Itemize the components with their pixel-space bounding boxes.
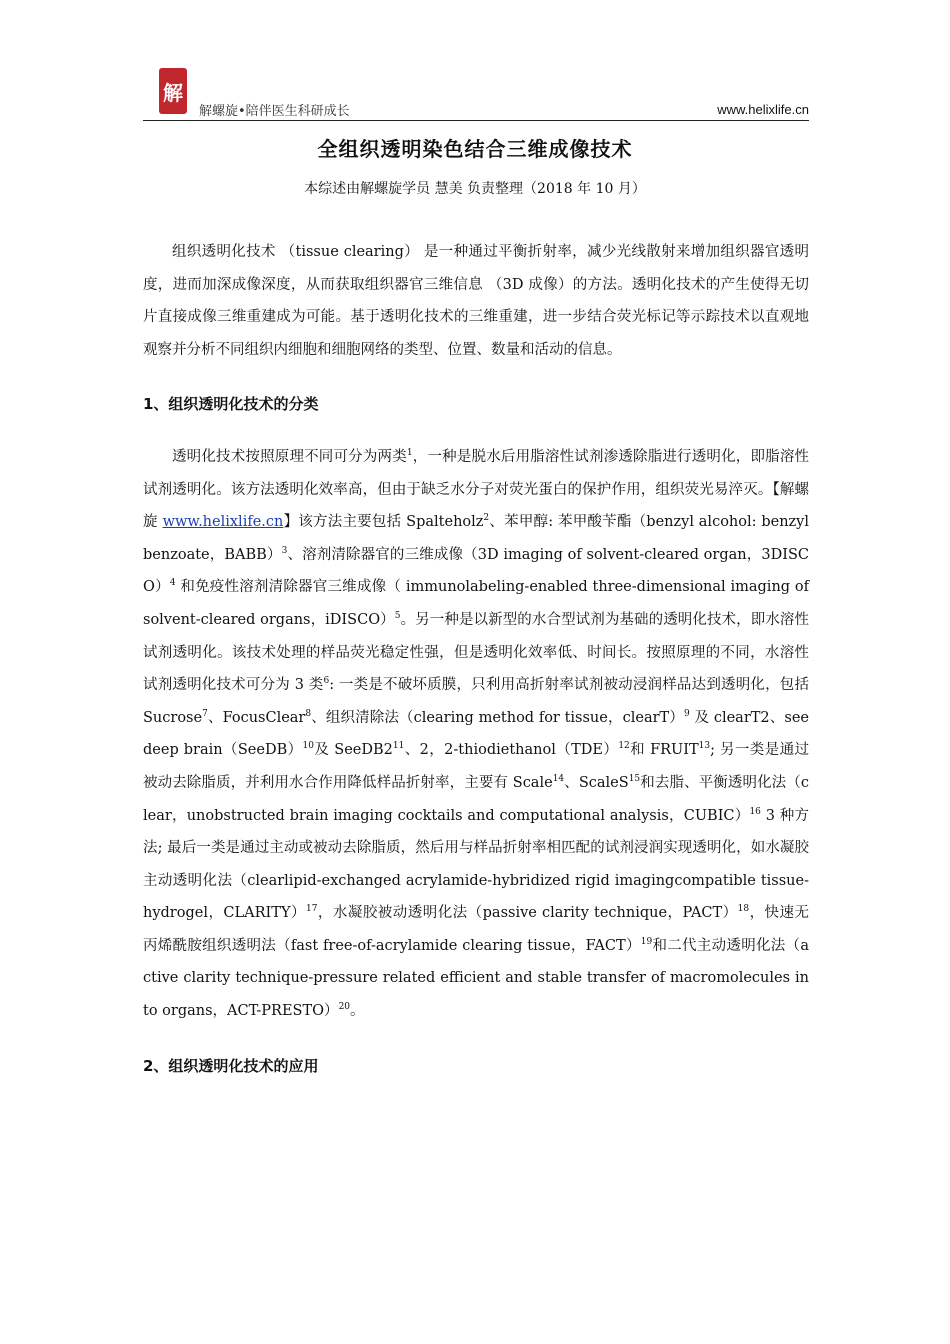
document-body — [143, 236, 809, 1082]
section-2-heading: 2、组织透明化技术的应用 — [143, 1056, 319, 1075]
brand-slogan: 解螺旋•陪伴医生科研成长 — [199, 104, 350, 119]
intro-paragraph: 组织透明化技术 （tissue clearing） 是一种通过平衡折射率，减少光线散射来增加组织器官透明度，进而加深成像深度，从而获取组织器官三维信息 （3D 成像）的方法。透明化技术的产生使得无切片直接成像三维重建成为可能。基于透明化技术的三维重建，进一步结合荧光标记等示踪技术以直观地观察并分析不同组织内细胞和细胞网络的类型、位置、数量和活动的信息。 — [143, 244, 809, 358]
document-title: 全组织透明染色结合三维成像技术 — [317, 137, 633, 161]
section-1-paragraph: 透明化技术按照原理不同可分为两类$^1$，一种是脱水后用脂溶性试剂渗透除脂进行透明化，即脂溶性试剂透明化。该方法透明化效率高，但由于缺乏水分子对荧光蛋白的保护作用，组织荧光易淬灭。【解螺旋 www.helixlife.cn】该方法主要包括 Spalteholz$^2$、苯甲醇: 苯甲酸苄酯（benzyl alcohol: benzyl benzoate，BABB）$^3$、溶剂清除器官的三维成像（3D imaging of solvent-cleared organ，3DISCO）$^4$ 和免疫性溶剂清除器官三维成像（ immunolabeling-enabled three-dimensional imaging of solvent-cleared organs，iDISCO）$^5$。另一种是以新型的水合型试剂为基础的透明化技术，即水溶性试剂透明化。该技术处理的样品荧光稳定性强，但是透明化效率低、时间长。按照原理的不同，水溶性试剂透明化技术可分为 3 类$^6$: 一类是不破坏质膜，只利用高折射率试剂被动浸润样品达到透明化，包括 Sucrose$^7$、FocusClear$^8$、组织清除法（clearing method for tissue，clearT）$^9$ 及 clearT2、see deep brain（SeeDB）$^{10}$及 $SeeDB2^{11}$、2，2-thiodiethanol（TDE）$^{12}$和 FRUIT$^{13}$; 另一类是通过被动去除脂质，并利用水合作用降低样品折射率，主要有 Scale$^{14}$、ScaleS$^{15}$和去脂、平衡透明化法（clear，unobstructed brain imaging cocktails and computational analysis，CUBIC）$^{16}$ 3 种方法; 最后一类是通过主动或被动去除脂质，然后用与样品折射率相匹配的试剂浸润实现透明化，如水凝胶主动透明化法（clearlipid-exchanged acrylamide-hybridized rigid imagingcompatible tissue-hydrogel，CLARITY）$^{17}$，水凝胶被动透明化法（passive clarity technique，PACT）$^{18}$，快速无丙烯酰胺组织透明法（fast free-of-acrylamide clearing tissue，FACT）$^{19}$和二代主动透明化法（active clarity technique-pressure related efficient and stable transfer of macromolecules into organs，ACT-PRESTO）$^{20}$。 — [143, 448, 810, 1020]
document-subtitle: 本综述由解螺旋学员 慧美 负责整理（2018 年 10 月） — [304, 181, 646, 197]
logo-seal: 解 — [159, 68, 187, 114]
section-1-heading: 1、组织透明化技术的分类 — [143, 395, 319, 414]
site-url[interactable]: www.helixlife.cn — [717, 102, 809, 117]
helixlife-link[interactable]: www.helixlife.cn — [162, 514, 284, 531]
header-divider — [143, 120, 809, 121]
page-header — [143, 62, 809, 122]
